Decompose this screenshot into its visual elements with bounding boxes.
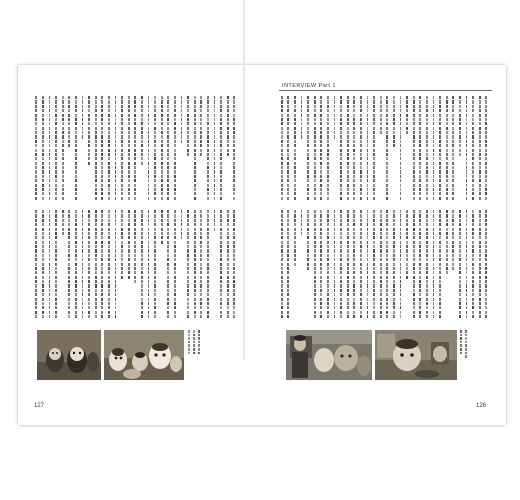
text-column (419, 96, 421, 206)
text-column (128, 96, 130, 206)
text-column (128, 210, 130, 322)
book-gutter (243, 0, 245, 360)
caption-right-1 (460, 330, 463, 380)
text-column (347, 96, 349, 206)
text-column (134, 210, 136, 322)
text-column (485, 210, 487, 322)
photo-left-2 (104, 330, 184, 380)
text-column (367, 210, 369, 322)
text-column (360, 96, 362, 206)
photo-right-2 (375, 330, 457, 380)
text-column (340, 96, 342, 206)
text-column (446, 210, 448, 322)
text-column (154, 96, 156, 206)
text-column (121, 210, 123, 322)
text-block-left-top (30, 96, 240, 206)
text-column (141, 210, 143, 322)
text-column (472, 96, 474, 206)
text-column (233, 210, 235, 322)
text-column (35, 96, 37, 206)
text-column (320, 210, 322, 322)
text-column (452, 96, 454, 206)
text-column (419, 210, 421, 322)
text-column (426, 210, 428, 322)
text-column (82, 96, 84, 206)
text-column (101, 96, 103, 206)
text-column (214, 96, 216, 206)
text-column (439, 96, 441, 206)
text-column (181, 210, 183, 322)
text-column (200, 96, 202, 206)
text-column (141, 96, 143, 206)
text-column (148, 210, 150, 322)
text-column (281, 96, 283, 206)
text-column (327, 96, 329, 206)
text-column (367, 96, 369, 206)
text-column (200, 210, 202, 322)
text-column (68, 96, 70, 206)
text-column (227, 210, 229, 322)
text-column (373, 96, 375, 206)
text-column (95, 210, 97, 322)
text-column (75, 96, 77, 206)
text-column (174, 96, 176, 206)
text-column (194, 96, 196, 206)
text-column (55, 210, 57, 322)
text-column (466, 96, 468, 206)
text-column (452, 210, 454, 322)
text-column (314, 210, 316, 322)
text-column (400, 96, 402, 206)
text-column (459, 210, 461, 322)
photo-right-1 (286, 330, 372, 380)
text-column (167, 210, 169, 322)
text-column (294, 210, 296, 322)
text-column (161, 96, 163, 206)
text-column (281, 210, 283, 322)
text-column (220, 96, 222, 206)
text-column (227, 96, 229, 206)
text-column (406, 96, 408, 206)
text-column (207, 96, 209, 206)
running-header: INTERVIEW Part 1 (282, 83, 336, 89)
text-column (393, 96, 395, 206)
text-column (433, 210, 435, 322)
text-column (174, 210, 176, 322)
text-column (161, 210, 163, 322)
text-column (439, 210, 441, 322)
text-column (459, 96, 461, 206)
text-column (207, 210, 209, 322)
text-column (360, 210, 362, 322)
text-column (340, 210, 342, 322)
text-column (35, 210, 37, 322)
text-column (406, 210, 408, 322)
text-column (233, 96, 235, 206)
text-column (373, 210, 375, 322)
text-column (307, 96, 309, 206)
header-rule (279, 90, 492, 91)
text-column (353, 210, 355, 322)
text-column (194, 210, 196, 322)
text-column (49, 96, 51, 206)
text-column (314, 96, 316, 206)
caption-left-3 (198, 330, 201, 380)
text-column (95, 96, 97, 206)
page-number-left: 127 (34, 403, 45, 409)
text-column (187, 210, 189, 322)
text-column (115, 210, 117, 322)
page-number-right: 126 (476, 403, 487, 409)
text-column (88, 210, 90, 322)
text-column (154, 210, 156, 322)
text-column (334, 96, 336, 206)
text-column (386, 96, 388, 206)
text-column (187, 96, 189, 206)
caption-right-2 (465, 330, 468, 380)
text-column (82, 210, 84, 322)
text-column (121, 96, 123, 206)
text-column (287, 210, 289, 322)
text-column (167, 96, 169, 206)
text-column (68, 210, 70, 322)
text-column (353, 96, 355, 206)
text-column (413, 210, 415, 322)
text-column (347, 210, 349, 322)
text-column (400, 210, 402, 322)
text-column (148, 96, 150, 206)
text-column (479, 210, 481, 322)
text-column (220, 210, 222, 322)
text-column (327, 210, 329, 322)
text-column (334, 210, 336, 322)
text-block-right-top (280, 96, 492, 206)
text-column (426, 96, 428, 206)
text-column (55, 96, 57, 206)
text-column (320, 96, 322, 206)
caption-left-2 (193, 330, 196, 380)
text-column (214, 210, 216, 322)
text-block-right-bottom (280, 210, 492, 322)
caption-left-1 (188, 330, 191, 380)
text-column (49, 210, 51, 322)
text-column (287, 96, 289, 206)
photo-left-1 (37, 330, 101, 380)
text-column (294, 96, 296, 206)
text-column (307, 210, 309, 322)
text-column (42, 210, 44, 322)
text-column (433, 96, 435, 206)
text-column (134, 96, 136, 206)
text-column (108, 96, 110, 206)
text-column (386, 210, 388, 322)
text-column (101, 210, 103, 322)
text-column (62, 96, 64, 206)
text-column (413, 96, 415, 206)
text-column (301, 96, 303, 206)
text-column (446, 96, 448, 206)
text-column (88, 96, 90, 206)
text-column (115, 96, 117, 206)
text-column (380, 210, 382, 322)
text-column (108, 210, 110, 322)
text-column (62, 210, 64, 322)
text-column (466, 210, 468, 322)
text-column (393, 210, 395, 322)
text-column (75, 210, 77, 322)
text-column (42, 96, 44, 206)
text-column (301, 210, 303, 322)
text-column (479, 96, 481, 206)
text-column (181, 96, 183, 206)
text-column (472, 210, 474, 322)
text-column (380, 96, 382, 206)
text-block-left-bottom (30, 210, 240, 322)
text-column (485, 96, 487, 206)
